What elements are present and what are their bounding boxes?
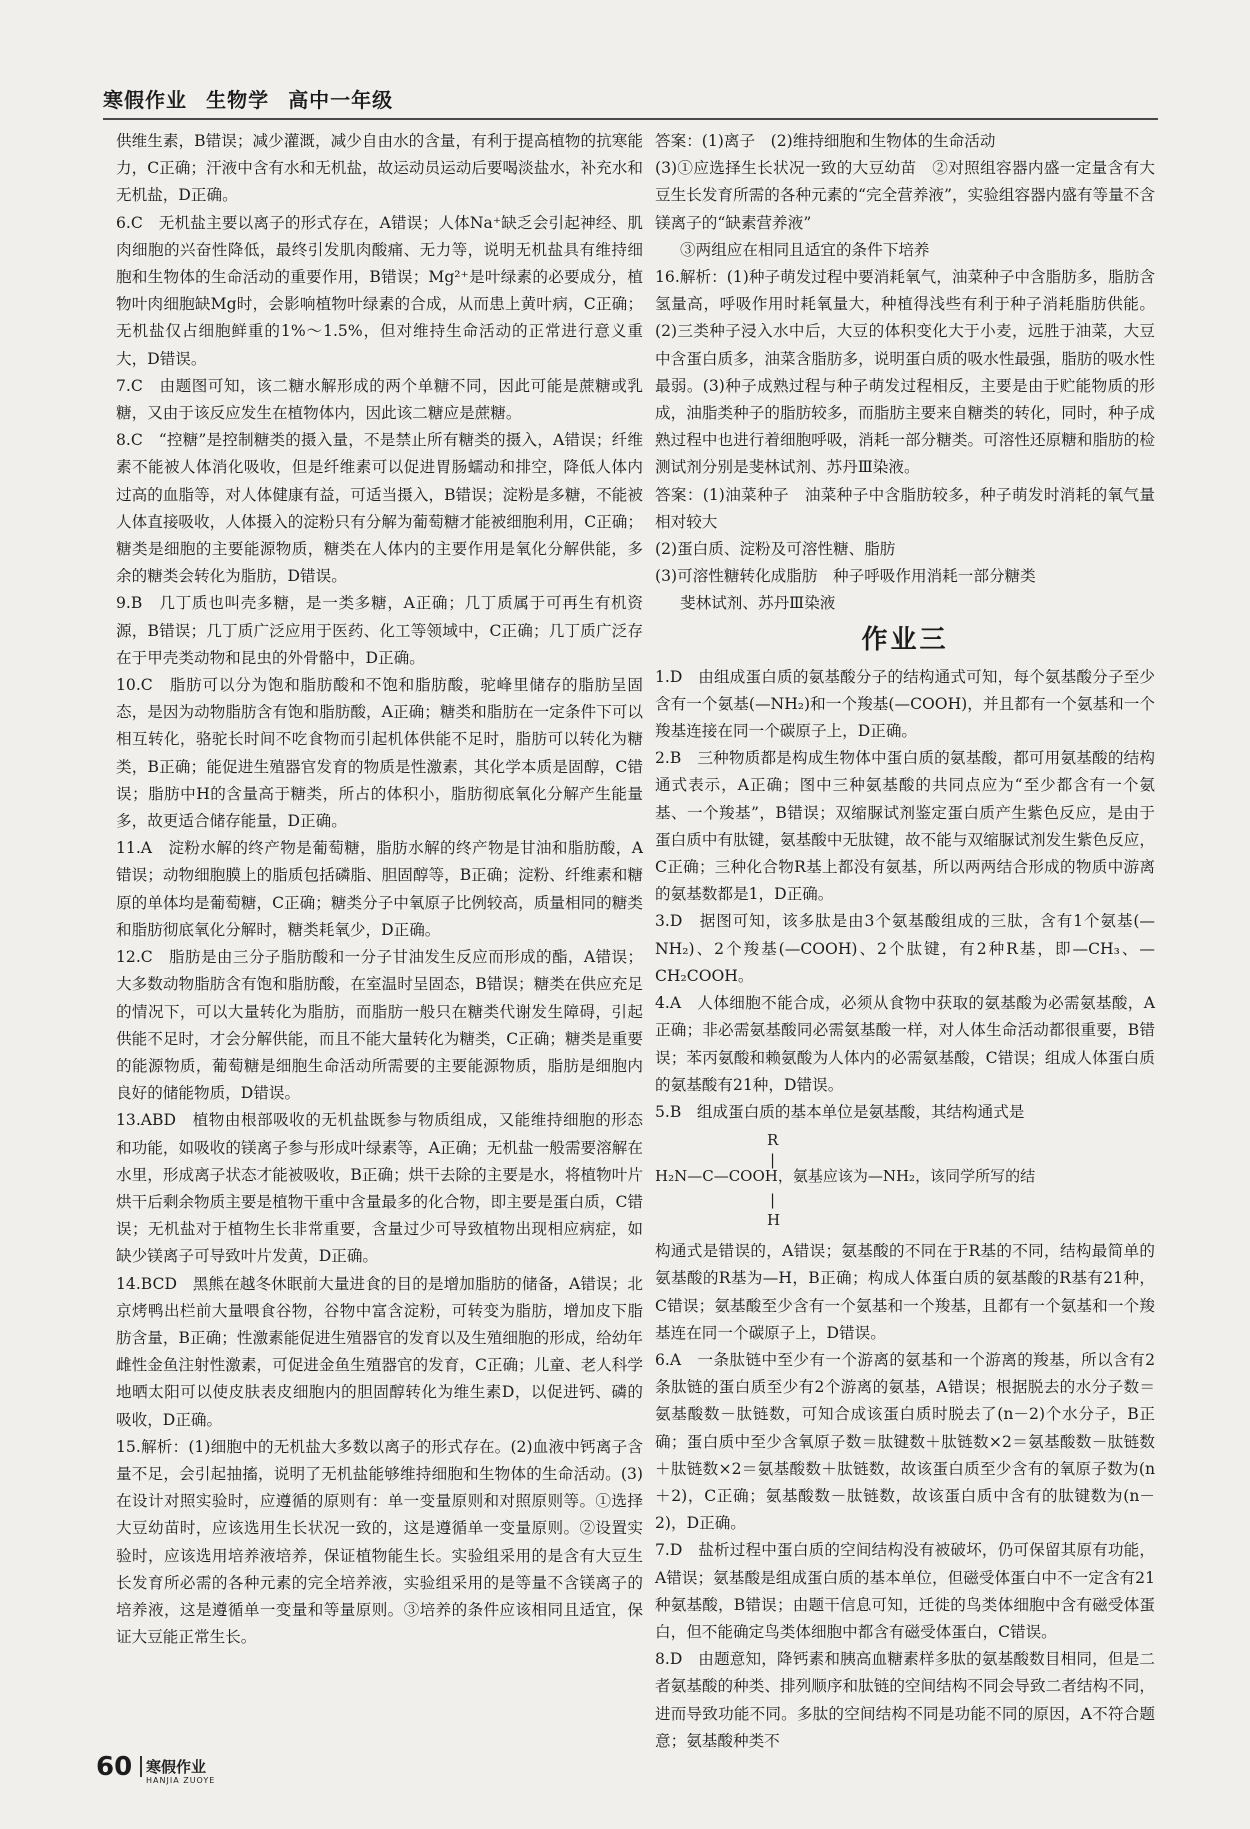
answer-paragraph: 6.A 一条肽链中至少有一个游离的氨基和一个游离的羧基，所以含有2条肽链的蛋白质至少有2个游离的氨基，A错误；根据脱去的水分子数＝氨基酸数－肽链数，可知合成该蛋白质时脱去了(n－2)个水分子，B正确；蛋白质中至少含氧原子数＝肽键数＋肽链数×2＝氨基酸数－肽链数＋肽链数×2＝氨基酸数＋肽链数，故该蛋白质至少含有的氧原子数为(n＋2)，C正确；氨基酸数－肽链数，故该蛋白质中含有的肽键数为(n－2)，D正确。 <box>655 1350 1155 1533</box>
left-column <box>116 128 643 1651</box>
answer-paragraph: 构通式是错误的，A错误；氨基酸的不同在于R基的不同，结构最简单的氨基酸的R基为—H，B正确；构成人体蛋白质的氨基酸的R基有21种，C错误；氨基酸至少含有一个氨基和一个羧基，且都有一个氨基和一个羧基连在同一个碳原子上，D错误。 <box>655 1242 1155 1342</box>
footer-brand-sub: HANJIA ZUOYE <box>146 1776 216 1785</box>
header-subject: 生物学 <box>206 88 270 112</box>
answer-paragraph: 9.B 几丁质也叫壳多糖，是一类多糖，A正确；几丁质属于可再生有机资源，B错误；几丁质广泛应用于医药、化工等领域中，C正确；几丁质广泛存在于甲壳类动物和昆虫的外骨骼中，D正确。 <box>116 594 643 667</box>
formula-hydrogen: H <box>767 1211 781 1230</box>
formula-bond-bottom: | <box>770 1191 776 1210</box>
answer-paragraph: 2.B 三种物质都是构成生物体中蛋白质的氨基酸，都可用氨基酸的结构通式表示，A正确；图中三种氨基酸的共同点应为“至少都含有一个氨基、一个羧基”，B错误；双缩脲试剂鉴定蛋白质产生紫色反应，是由于蛋白质中有肽键，氨基酸中无肽键，故不能与双缩脲试剂发生紫色反应，C正确；三种化合物R基上都没有氨基，所以两两结合形成的物质中游离的氨基数都是1，D正确。 <box>655 749 1155 904</box>
answer-paragraph: 供维生素，B错误；减少灌溉，减少自由水的含量，有利于提高植物的抗寒能力，C正确；汗液中含有水和无机盐，故运动员运动后要喝淡盐水，补充水和无机盐，D正确。 <box>116 132 643 205</box>
formula-r-group: R <box>767 1131 779 1150</box>
answer-paragraph: 6.C 无机盐主要以离子的形式存在，A错误；人体Na⁺缺乏会引起神经、肌肉细胞的兴奋性降低，最终引发肌肉酸痛、无力等，说明无机盐具有维持细胞和生物体的生命活动的重要作用，B错误；Mg²⁺是叶绿素的必要成分，植物叶肉细胞缺Mg时，会影响植物叶绿素的合成，从而患上黄叶病，C正确；无机盐仅占细胞鲜重的1%～1.5%，但对维持生命活动的正常进行意义重大，D错误。 <box>116 213 643 368</box>
answer-line: (2)蛋白质、淀粉及可溶性糖、脂肪 <box>655 540 896 559</box>
page-number: 60 <box>96 1752 133 1782</box>
answer-paragraph: 12.C 脂肪是由三分子脂肪酸和一分子甘油发生反应而形成的酯，A错误；大多数动物脂肪含有饱和脂肪酸，在室温时呈固态，B错误；糖类在供应充足的情况下，可以大量转化为脂肪，而脂肪一般只在糖类代谢发生障碍，引起供能不足时，才会分解供能，而且不能大量转化为糖类，C正确；糖类是重要的能源物质，葡萄糖是细胞生命活动所需要的主要能源物质，脂肪是细胞内良好的储能物质，D错误。 <box>116 948 643 1103</box>
formula-main-line: H₂N—C—COOH，氨基应该为—NH₂，该同学所写的结 <box>655 1167 1036 1186</box>
answer-paragraph: 5.B 组成蛋白质的基本单位是氨基酸，其结构通式是 <box>655 1102 1025 1121</box>
answer-paragraph: 1.D 由组成蛋白质的氨基酸分子的结构通式可知，每个氨基酸分子至少含有一个氨基(—NH₂)和一个羧基(—COOH)，并且都有一个氨基和一个羧基连接在同一个碳原子上，D正确。 <box>655 667 1155 741</box>
answer-paragraph: 7.D 盐析过程中蛋白质的空间结构没有被破坏，仍可保留其原有功能，A错误；氨基酸是组成蛋白质的基本单位，但磁受体蛋白中不一定含有21种氨基酸，B错误；由题干信息可知，迁徙的鸟类体细胞中含有磁受体蛋白，但不能确定鸟类体细胞中都含有磁受体蛋白，C错误。 <box>655 1541 1155 1641</box>
answer-paragraph: 13.ABD 植物由根部吸收的无机盐既参与物质组成，又能维持细胞的形态和功能，如吸收的镁离子参与形成叶绿素等，A正确；无机盐一般需要溶解在水里，形成离子状态才能被吸收，B正确；烘干去除的主要是水，将植物叶片烘干后剩余物质主要是植物干重中含量最多的化合物，即主要是蛋白质，C错误；无机盐对于植物生长非常重要，含量过少可导致植物出现相应病症，如缺少镁离子可导致叶片发黄，D正确。 <box>116 1111 643 1266</box>
answer-line: 斐林试剂、苏丹Ⅲ染液 <box>680 594 836 613</box>
answer-paragraph: 14.BCD 黑熊在越冬休眠前大量进食的目的是增加脂肪的储备，A错误；北京烤鸭出栏前大量喂食谷物，谷物中富含淀粉，可转变为脂肪，增加皮下脂肪含量，B正确；性激素能促进生殖器官的发育以及生殖细胞的形成，给幼年雌性金鱼注射性激素，可促进金鱼生殖器官的发育，C正确；儿童、老人科学地晒太阳可以使皮肤表皮细胞内的胆固醇转化为维生素D，以促进钙、磷的吸收，D正确。 <box>116 1274 643 1429</box>
formula-bond-top: | <box>770 1151 776 1170</box>
answer-paragraph: 11.A 淀粉水解的终产物是葡萄糖，脂肪水解的终产物是甘油和脂肪酸，A错误；动物细胞膜上的脂质包括磷脂、胆固醇等，B正确；淀粉、纤维素和糖原的单体均是葡萄糖，C正确；糖类分子中氧原子比例较高，质量相同的糖类和脂肪彻底氧化分解时，糖类耗氧少，D正确。 <box>116 839 643 939</box>
right-column <box>655 128 1155 1755</box>
answer-paragraph: 8.D 由题意知，降钙素和胰高血糖素样多肽的氨基酸数目相同，但是二者氨基酸的种类、排列顺序和肽链的空间结构不同会导致二者结构不同，进而导致功能不同。多肽的空间结构不同是功能不同的原因，A不符合题意；氨基酸种类不 <box>655 1650 1155 1750</box>
answer-paragraph: 15.解析：(1)细胞中的无机盐大多数以离子的形式存在。(2)血液中钙离子含量不足，会引起抽搐，说明了无机盐能够维持细胞和生物体的生命活动。(3)在设计对照实验时，应遵循的原则有：单一变量原则和对照原则等。①选择大豆幼苗时，应该选用生长状况一致的，这是遵循单一变量原则。②设置实验时，应该选用培养液培养，保证植物能生长。实验组采用的是含有大豆生长发育所必需的各种元素的完全培养液，实验组采用的是等量不含镁离子的培养液，这是遵循单一变量和等量原则。③培养的条件应该相同且适宜，保证大豆能正常生长。 <box>116 1437 643 1647</box>
amino-acid-formula <box>655 1132 1155 1232</box>
answer-paragraph: 16.解析：(1)种子萌发过程中要消耗氧气，油菜种子中含脂肪多，脂肪含氢量高，呼吸作用时耗氧量大，种植得浅些有利于种子消耗脂肪供能。(2)三类种子浸入水中后，大豆的体积变化大于小麦，远胜于油菜，大豆中含蛋白质多，油菜含脂肪多，说明蛋白质的吸水性最强，脂肪的吸水性最弱。(3)种子成熟过程与种子萌发过程相反，主要是由于贮能物质的形成，油脂类种子的脂肪较多，而脂肪主要来自糖类的转化，同时，种子成熟过程中也进行着细胞呼吸，消耗一部分糖类。可溶性还原糖和脂肪的检测试剂分别是斐林试剂、苏丹Ⅲ染液。 <box>655 268 1155 477</box>
answer-paragraph: 10.C 脂肪可以分为饱和脂肪酸和不饱和脂肪酸，驼峰里储存的脂肪呈固态，是因为动物脂肪含有饱和脂肪酸，A正确；糖类和脂肪在一定条件下可以相互转化，骆驼长时间不吃食物而引起机体供能不足时，脂肪可以转化为糖类，B正确；能促进生殖器官发育的物质是性激素，其化学本质是固醇，C错误；脂肪中H的含量高于糖类，所占的体积小，脂肪彻底氧化分解产生能量多，故更适合储存能量，D正确。 <box>116 676 643 831</box>
answer-line: (3)可溶性糖转化成脂肪 种子呼吸作用消耗一部分糖类 <box>655 567 1036 586</box>
footer-brand: 寒假作业 <box>140 1756 206 1777</box>
header-grade: 高中一年级 <box>288 88 394 112</box>
answer-line: 答案：(1)油菜种子 油菜种子中含脂肪较多，种子萌发时消耗的氧气量相对较大 <box>655 485 1155 531</box>
section-title: 作业三 <box>861 624 949 655</box>
running-header <box>103 84 1158 120</box>
answer-paragraph: 8.C “控糖”是控制糖类的摄入量，不是禁止所有糖类的摄入，A错误；纤维素不能被人体消化吸收，但是纤维素可以促进胃肠蠕动和排空，降低人体内过高的血脂等，对人体健康有益，可适当摄入，B错误；淀粉是多糖，不能被人体直接吸收，人体摄入的淀粉只有分解为葡萄糖才能被细胞利用，C正确；糖类是细胞的主要能源物质，糖类在人体内的主要作用是氧化分解供能，多余的糖类会转化为脂肪，D错误。 <box>116 431 643 586</box>
answer-line: ③两组应在相同且适宜的条件下培养 <box>680 240 930 259</box>
header-series: 寒假作业 <box>103 88 187 112</box>
answer-line: (3)①应选择生长状况一致的大豆幼苗 ②对照组容器内盛一定量含有大豆生长发育所需的各种元素的“完全营养液”，实验组容器内盛有等量不含镁离子的“缺素营养液” <box>655 159 1155 232</box>
answer-line: 答案：(1)离子 (2)维持细胞和生物体的生命活动 <box>655 132 996 150</box>
answer-paragraph: 3.D 据图可知，该多肽是由3个氨基酸组成的三肽，含有1个氨基(—NH₂)、2个羧基(—COOH)、2个肽键，有2种R基，即—CH₃、—CH₂COOH。 <box>655 912 1155 985</box>
answer-paragraph: 7.C 由题图可知，该二糖水解形成的两个单糖不同，因此可能是蔗糖或乳糖，又由于该反应发生在植物体内，因此该二糖应是蔗糖。 <box>116 376 643 423</box>
answer-paragraph: 4.A 人体细胞不能合成，必须从食物中获取的氨基酸为必需氨基酸，A正确；非必需氨基酸同必需氨基酸一样，对人体生命活动都很重要，B错误；苯丙氨酸和赖氨酸为人体内的必需氨基酸，C错误；组成人体蛋白质的氨基酸有21种，D错误。 <box>655 994 1155 1094</box>
